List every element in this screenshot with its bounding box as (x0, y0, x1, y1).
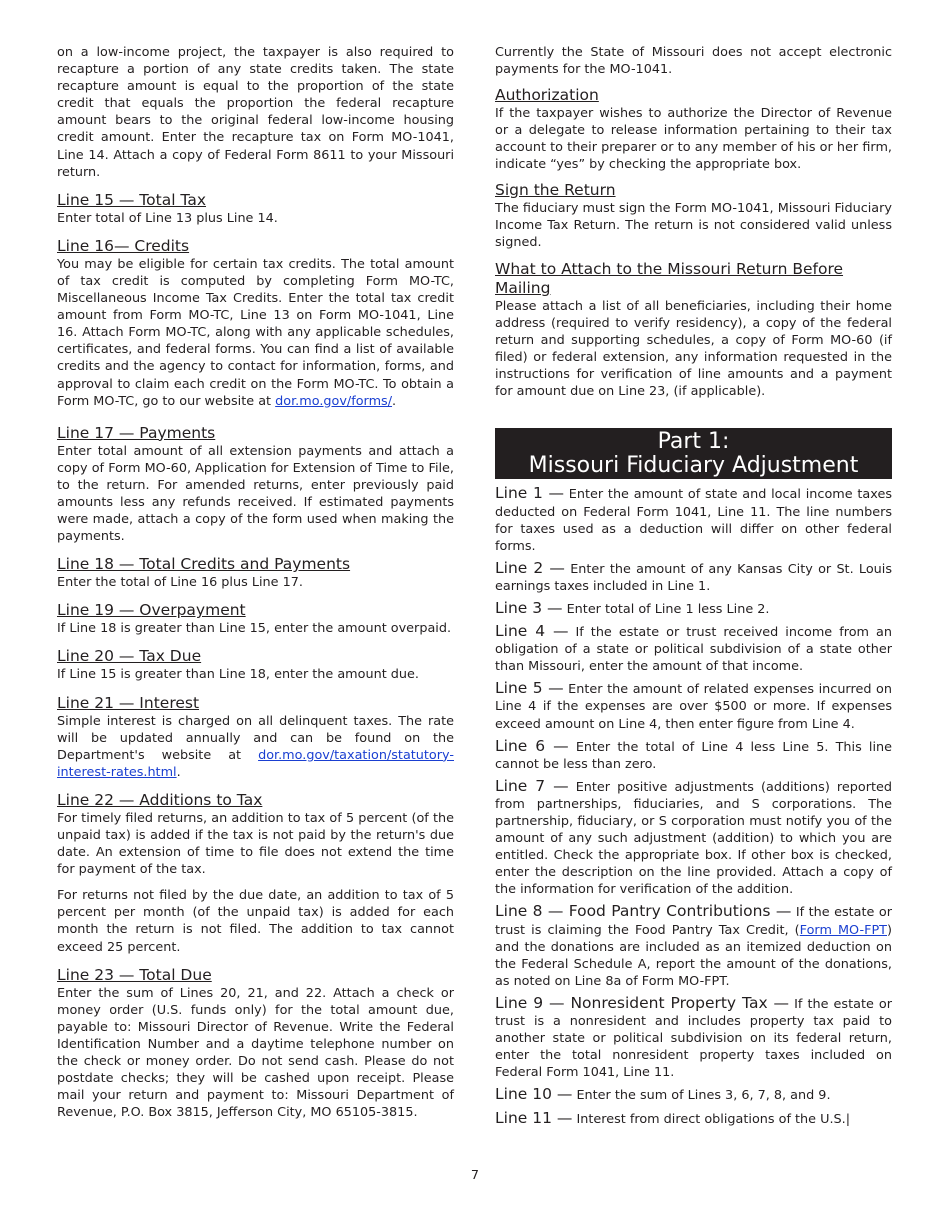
line4-text (495, 623, 892, 675)
line-body: Enter the total of Line 4 less Line 5. This line cannot be less than zero. (495, 739, 892, 772)
line-body: Enter total of Line 1 less Line 2. (562, 601, 770, 617)
line9-text (495, 995, 892, 1081)
list-item (495, 738, 892, 773)
interest-rates-link[interactable]: dor.mo.gov/taxation/statutory-interest-rates.html (57, 747, 454, 780)
line7-text (495, 778, 892, 899)
line18-section (57, 555, 454, 591)
line-label: Line 7 — (495, 776, 569, 795)
line-body: Interest from direct obligations of the U.S.| (572, 1111, 851, 1127)
line16-body: You may be eligible for certain tax credits. The total amount of tax credit is computed by completing Form MO-TC, Miscellaneous Income Tax Credits. Enter the total tax credit amount from Form MO-TC, Line 13 on Form MO-1041, Line 16. Attach Form MO-TC, along with any applicable schedules, certificates, and federal forms. You can find a list of available credits and the agency to contact for information, forms, and approval to claim each credit on the Form MO-TC. To obtain a Form MO-TC, go to our website at (57, 256, 454, 409)
line-body-end: ) and the donations are included as an itemized deduction on the Federal Schedule A, report the amount of the donations, as noted on Line 8a of Form MO-FPT. (495, 922, 892, 989)
line18-heading: Line 18 — Total Credits and Payments (57, 555, 351, 574)
line19-text: If Line 18 is greater than Line 15, enter the amount overpaid. (57, 621, 452, 637)
list-item (495, 623, 892, 675)
line-label: Line 9 — Nonresident Property Tax — (495, 993, 790, 1012)
line16-section (57, 237, 454, 410)
line-label: Line 6 — (495, 736, 569, 755)
line20-heading: Line 20 — Tax Due (57, 647, 202, 666)
line8-text (495, 903, 892, 989)
line21-heading: Line 21 — Interest (57, 693, 200, 712)
line17-section (57, 424, 454, 546)
authorization-text: If the taxpayer wishes to authorize the Director of Revenue or a delegate to release information pertaining to their tax account to their preparer or to any member of his or her firm, indicate “yes” by checking the appropriate box. (495, 106, 892, 173)
line20-text: If Line 15 is greater than Line 18, enter the amount due. (57, 667, 419, 683)
form-mo-fpt-link[interactable]: Form MO-FPT (799, 922, 887, 938)
part1-banner (495, 428, 892, 479)
line21-body: Simple interest is charged on all delinquent taxes. The rate will be updated annually and can be found on the Department's website at (57, 713, 454, 763)
page-number: 7 (470, 1168, 480, 1183)
line-label: Line 1 — (495, 484, 564, 503)
sign-text: The fiduciary must sign the Form MO-1041, Missouri Fiduciary Income Tax Return. The return is not considered valid unless signed. (495, 200, 892, 250)
recapture-text: on a low-income project, the taxpayer is also required to recapture a portion of any state credits taken. The state recapture amount is equal to the proportion of the state credit that equals the proportion the federal recapture amount bears to the original federal low-income housing credit amount. Enter the recapture tax on Form MO-1041, Line 14. Attach a copy of Federal Form 8611 to your Missouri return. (57, 45, 454, 180)
line-label: Line 5 — (495, 679, 564, 698)
line-label: Line 8 — Food Pantry Contributions — (495, 902, 792, 921)
line-label: Line 4 — (495, 622, 569, 641)
line16-heading: Line 16— Credits (57, 236, 190, 255)
recapture-continued (57, 44, 454, 181)
part1-title: Part 1: (657, 429, 730, 455)
electronic-payments-text: Currently the State of Missouri does not accept electronic payments for the MO-1041. (495, 45, 892, 78)
line1-text (495, 485, 892, 554)
list-item (495, 903, 892, 989)
line19-section (57, 601, 454, 637)
line23-heading: Line 23 — Total Due (57, 965, 212, 984)
line6-text (495, 738, 892, 773)
line22-section (57, 791, 454, 956)
line22-heading: Line 22 — Additions to Tax (57, 790, 263, 809)
list-item (495, 680, 892, 732)
left-column (57, 44, 454, 1131)
list-item (495, 560, 892, 595)
line20-section (57, 647, 454, 683)
line23-section (57, 966, 454, 1122)
line2-text (495, 560, 892, 595)
list-item (495, 1086, 892, 1104)
list-item (495, 995, 892, 1081)
line-body: Enter the amount of any Kansas City or St. Louis earnings taxes included in Line 1. (495, 561, 892, 594)
line18-text: Enter the total of Line 16 plus Line 17. (57, 575, 303, 591)
line-body: Enter the sum of Lines 3, 6, 7, 8, and 9. (572, 1088, 831, 1104)
list-item (495, 485, 892, 554)
attach-section (495, 260, 892, 401)
line-label: Line 2 — (495, 558, 565, 577)
line-label: Line 11 — (495, 1108, 573, 1127)
electronic-payments-note (495, 44, 892, 78)
line-label: Line 3 — (495, 598, 563, 617)
line-body: If the estate or trust received income from an obligation of a state or political subdivision of a state other than Missouri, enter the amount of that income. (495, 625, 892, 675)
line11-text (495, 1110, 892, 1128)
list-item (495, 778, 892, 899)
line-body: Enter the amount of related expenses incurred on Line 4 if the expenses are over $500 or more. If expenses exceed amount on Line 4, then enter figure from Line 4. (495, 682, 892, 732)
sign-heading: Sign the Return (495, 180, 616, 199)
line3-text (495, 600, 892, 618)
line-label: Line 10 — (495, 1085, 573, 1104)
line21-text (57, 713, 454, 781)
line16-end: . (392, 393, 397, 409)
right-column (495, 44, 892, 1133)
sign-section (495, 181, 892, 251)
line21-end: . (176, 764, 181, 780)
authorization-heading: Authorization (495, 86, 599, 105)
line15-heading: Line 15 — Total Tax (57, 190, 207, 209)
line21-section (57, 694, 454, 781)
line-body: Enter the amount of state and local income taxes deducted on Federal Form 1041, Line 11. The line numbers for taxes used as a deduction will differ on other federal forms. (495, 487, 892, 554)
attach-text: Please attach a list of all beneficiaries, including their home address (required to verify residency), a copy of the federal return and supporting schedules, a copy of Form MO-60 (if filed) or federal extension, any information requested in the instructions for verification of line amounts and a payment for amount due on Line 23, (if applicable). (495, 298, 892, 400)
line-body: If the estate or trust is a nonresident and includes property tax paid to another state or political subdivision on its federal return, enter the total nonresident property taxes included on Federal Form 1041, Line 11. (495, 996, 892, 1081)
line16-text (57, 256, 454, 410)
line17-heading: Line 17 — Payments (57, 423, 216, 442)
part1-subtitle: Missouri Fiduciary Adjustment (528, 453, 859, 479)
line19-heading: Line 19 — Overpayment (57, 601, 246, 620)
line-body: Enter positive adjustments (additions) reported from partnerships, fiduciaries, and S corporations. The partnership, fiduciary, or S corporation must notify you of the amount of any such adjustment (addition) to which you are entitled. Check the appropriate box. If other box is checked, enter the description on the line provided. Attach a copy of the information for verification of the addition. (495, 779, 892, 898)
line15-section (57, 191, 454, 227)
list-item (495, 1110, 892, 1128)
attach-heading: What to Attach to the Missouri Return Before Mailing (495, 259, 844, 297)
line23-text: Enter the sum of Lines 20, 21, and 22. Attach a check or money order (U.S. funds only) for the total amount due, payable to: Missouri Director of Revenue. Write the Federal Identification Number and a daytime telephone number on the check or money order. Do not send cash. Please do not postdate checks; they will be cashed upon receipt. Please mail your return and payment to: Missouri Department of Revenue, P.O. Box 3815, Jefferson City, MO 65105-3815. (57, 985, 454, 1121)
line15-text: Enter total of Line 13 plus Line 14. (57, 210, 278, 226)
line17-text: Enter total amount of all extension payments and attach a copy of Form MO-60, Application for Extension of Time to File, to the return. For amended returns, enter previously paid amounts less any refunds received. If estimated payments were made, attach a copy of the form used when making the payments. (57, 443, 454, 545)
line-body: If the estate or trust is claiming the Food Pantry Tax Credit, ( (495, 905, 892, 938)
line10-text (495, 1086, 892, 1104)
list-item (495, 600, 892, 618)
forms-link[interactable]: dor.mo.gov/forms/ (275, 393, 393, 409)
authorization-section (495, 86, 892, 173)
line22-text-2: For returns not filed by the due date, an addition to tax of 5 percent per month (of the unpaid tax) is added for each month the return is not filed. The addition to tax cannot exceed 25 percent. (57, 888, 454, 955)
line5-text (495, 680, 892, 732)
line22-text-1: For timely filed returns, an addition to tax of 5 percent (of the unpaid tax) is added if the tax is not paid by the return's due date. An extension of time to file does not extend the time for payment of the tax. (57, 810, 454, 878)
